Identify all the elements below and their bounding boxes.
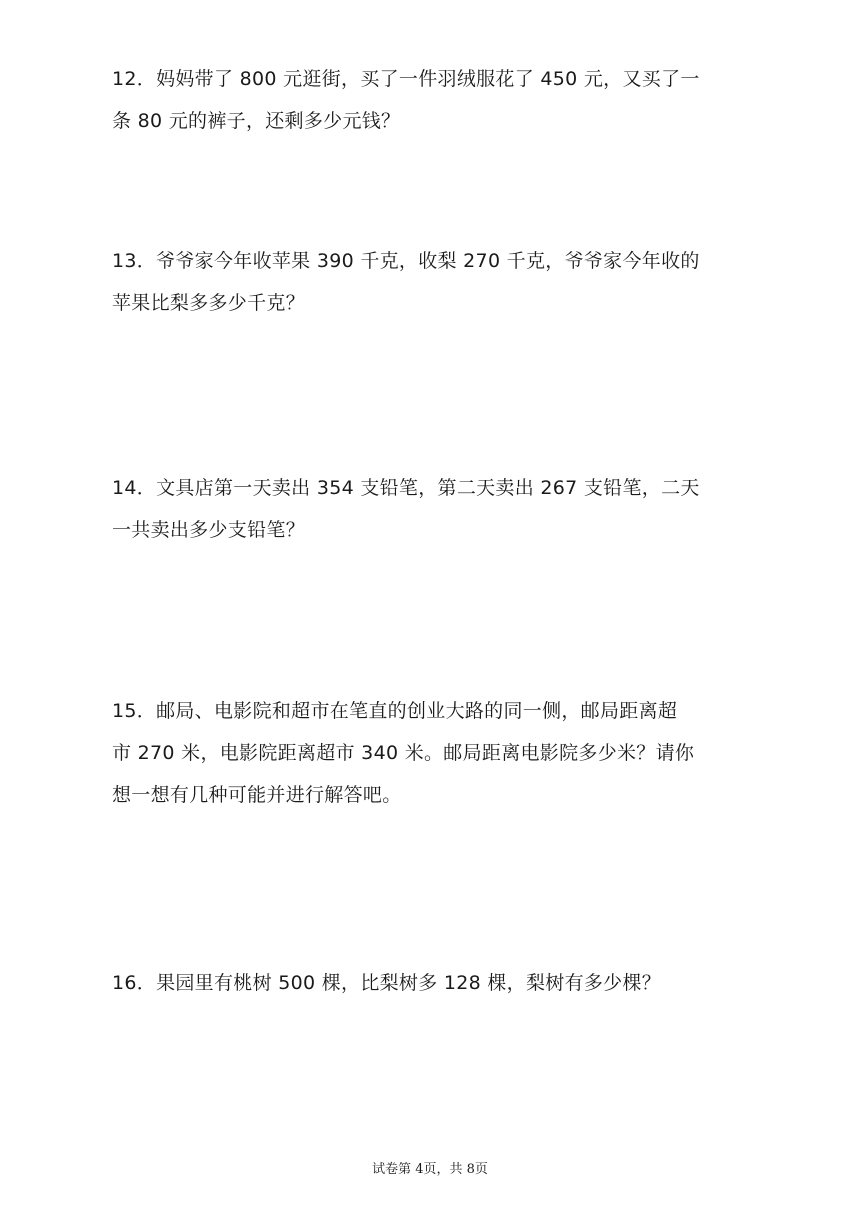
page-footer: 试卷第 4页，共 8页	[372, 1162, 488, 1177]
question-13-line-1: 13．爷爷家今年收苹果 390 千克，收梨 270 千克，爷爷家今年收的	[112, 250, 700, 272]
question-13-line-2: 苹果比梨多多少千克？	[112, 292, 306, 314]
question-12-line-2: 条 80 元的裤子，还剩多少元钱？	[112, 110, 401, 132]
question-12-line-1: 12．妈妈带了 800 元逛街，买了一件羽绒服花了 450 元，又买了一	[112, 68, 700, 90]
question-14-line-1: 14．文具店第一天卖出 354 支铅笔，第二天卖出 267 支铅笔，二天	[112, 477, 700, 499]
question-13	[112, 240, 752, 324]
question-14	[112, 467, 752, 551]
question-16	[112, 962, 752, 1004]
question-16-line-1: 16．果园里有桃树 500 棵，比梨树多 128 棵，梨树有多少棵？	[112, 972, 662, 994]
question-15-line-3: 想一想有几种可能并进行解答吧。	[112, 784, 402, 806]
question-14-line-2: 一共卖出多少支铅笔？	[112, 519, 306, 541]
question-15	[112, 690, 752, 816]
question-12	[112, 58, 752, 142]
question-15-line-2: 市 270 米，电影院距离超市 340 米。邮局距离电影院多少米？请你	[112, 742, 695, 764]
question-15-line-1: 15．邮局、电影院和超市在笔直的创业大路的同一侧，邮局距离超	[112, 700, 678, 722]
